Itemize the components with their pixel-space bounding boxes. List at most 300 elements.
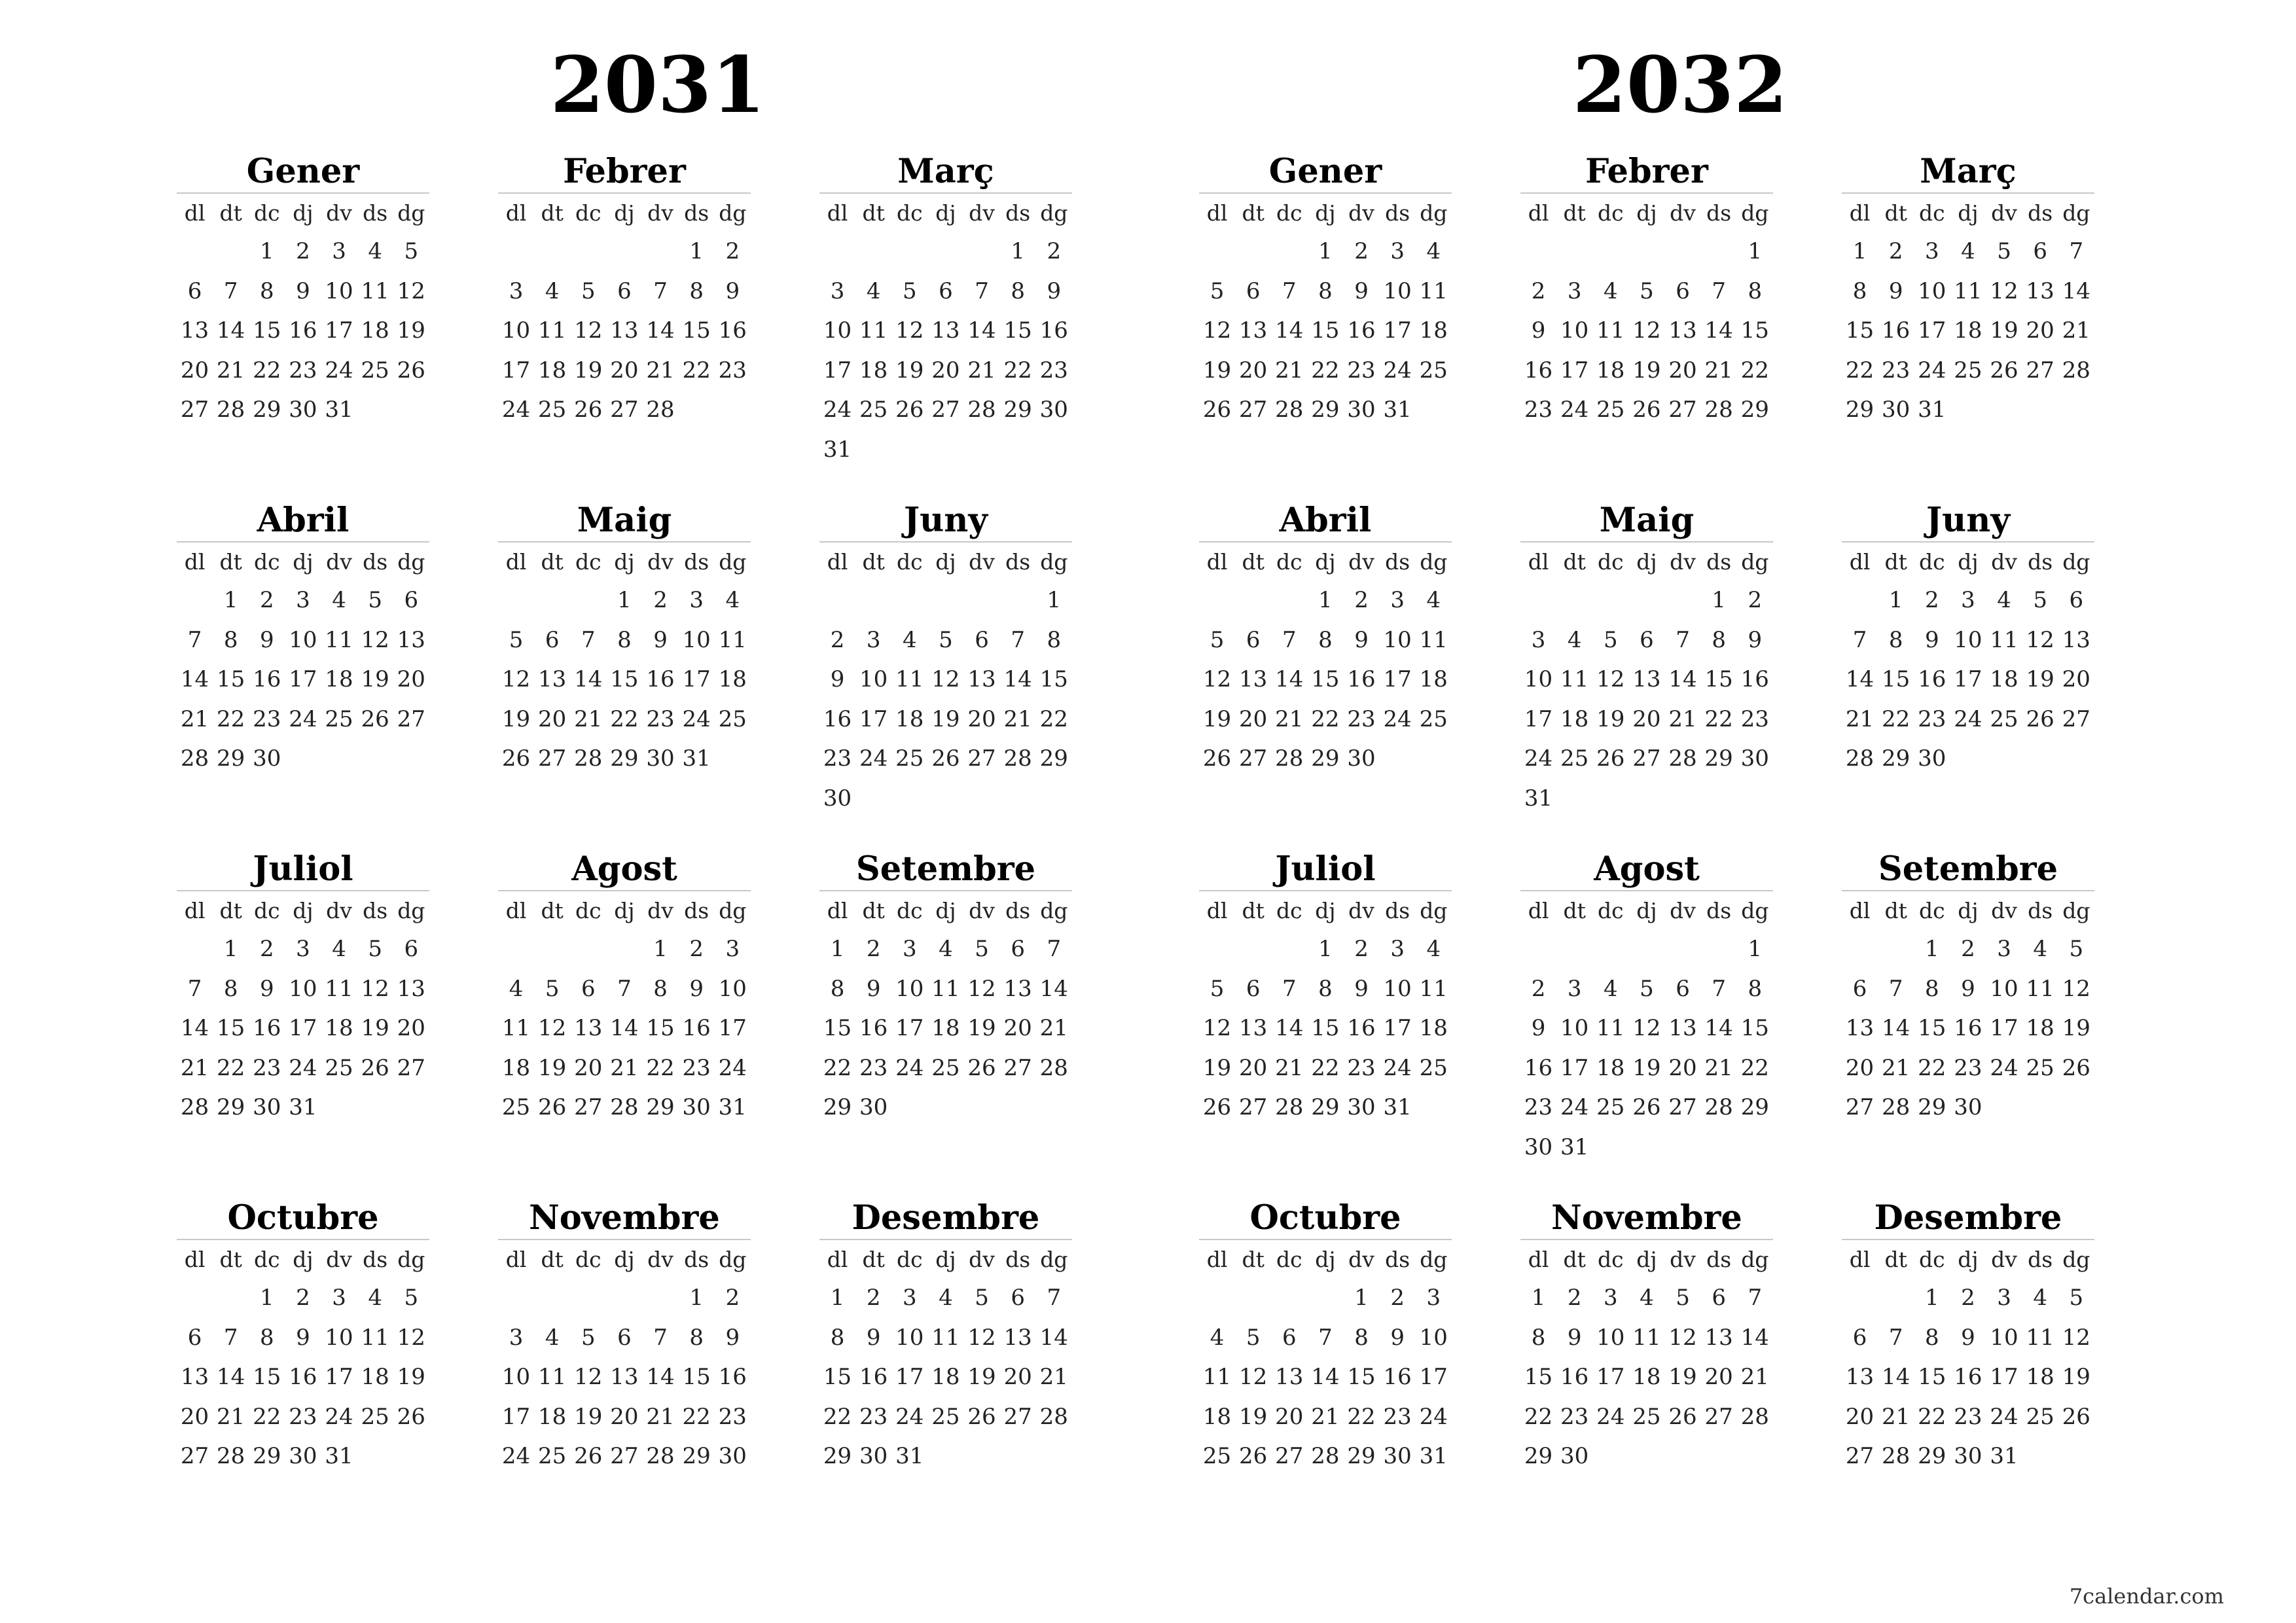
- weekday-label: ds: [2028, 897, 2053, 923]
- day-cell: 27: [610, 397, 639, 423]
- weekday-label: dt: [1563, 897, 1586, 923]
- week-row: [498, 1048, 751, 1088]
- day-cell: 6: [1712, 1285, 1726, 1311]
- weekday-label: dv: [326, 1246, 352, 1272]
- day-cell: 28: [574, 745, 603, 772]
- week-row: [1842, 929, 2094, 969]
- day-cell: 17: [1524, 705, 1553, 732]
- day-cell: 18: [859, 357, 888, 383]
- day-cell: 22: [682, 1403, 711, 1430]
- week-row: [1842, 700, 2094, 740]
- day-cell: 21: [1275, 1054, 1304, 1081]
- weekday-label: ds: [1706, 200, 1732, 226]
- day-cell: 14: [1704, 1015, 1733, 1042]
- weekday-label: dc: [254, 1246, 280, 1272]
- weekday-label: dj: [935, 897, 956, 923]
- day-cell: 16: [1740, 666, 1769, 693]
- day-cell: 3: [296, 936, 310, 963]
- week-row: [498, 580, 751, 620]
- day-cell: 28: [180, 745, 209, 772]
- week-row: [819, 311, 1072, 351]
- day-cell: 16: [289, 1364, 317, 1391]
- day-cell: 17: [1383, 1015, 1412, 1042]
- day-cell: 1: [1011, 238, 1025, 265]
- day-cell: 2: [866, 1285, 881, 1311]
- weekday-label: dv: [1348, 548, 1374, 575]
- day-cell: 29: [682, 1443, 711, 1470]
- weekday-label: dg: [1741, 897, 1769, 923]
- day-cell: 7: [1282, 277, 1297, 304]
- day-cell: 15: [682, 1364, 711, 1391]
- day-cell: 15: [1740, 1015, 1769, 1042]
- day-cell: 12: [2026, 626, 2054, 653]
- weekday-header: [177, 194, 429, 232]
- day-cell: 3: [1961, 587, 1975, 614]
- day-cell: 8: [689, 1324, 704, 1351]
- day-cell: 5: [1603, 626, 1618, 653]
- week-row: [498, 390, 751, 430]
- day-cell: 26: [1668, 1403, 1697, 1430]
- weekday-label: dl: [184, 897, 206, 923]
- day-cell: 29: [1311, 745, 1340, 772]
- day-cell: 15: [1311, 317, 1340, 344]
- day-cell: 14: [1845, 666, 1874, 693]
- day-cell: 2: [296, 1285, 310, 1311]
- month-name: Febrer: [1520, 152, 1773, 194]
- day-cell: 7: [1852, 626, 1867, 653]
- day-cell: 14: [610, 1015, 639, 1042]
- weekday-label: dg: [1420, 548, 1448, 575]
- day-cell: 19: [895, 357, 924, 383]
- weekday-label: dc: [1276, 200, 1302, 226]
- day-cell: 3: [1390, 936, 1405, 963]
- day-cell: 3: [1997, 936, 2011, 963]
- weekday-label: dt: [541, 1246, 564, 1272]
- day-cell: 20: [1668, 1054, 1697, 1081]
- day-cell: 1: [1047, 587, 1062, 614]
- day-cell: 26: [1632, 1094, 1661, 1121]
- day-cell: 17: [1990, 1015, 2018, 1042]
- day-cell: 5: [2033, 587, 2047, 614]
- weekday-label: dj: [935, 200, 956, 226]
- day-cell: 16: [253, 666, 281, 693]
- day-cell: 23: [1882, 357, 1910, 383]
- day-cell: 8: [1748, 975, 1763, 1002]
- day-cell: 11: [1632, 1324, 1661, 1351]
- day-cell: 27: [180, 397, 209, 423]
- week-row: [498, 272, 751, 312]
- day-cell: 5: [1210, 277, 1225, 304]
- day-cell: 9: [259, 975, 274, 1002]
- day-cell: 7: [2069, 238, 2084, 265]
- day-cell: 22: [253, 1403, 281, 1430]
- day-cell: 27: [1845, 1094, 1874, 1121]
- day-cell: 8: [689, 277, 704, 304]
- day-cell: 27: [1003, 1054, 1032, 1081]
- day-cell: 14: [217, 1364, 245, 1391]
- weekday-label: dj: [293, 1246, 314, 1272]
- day-cell: 18: [1202, 1403, 1232, 1430]
- day-cell: 22: [1882, 705, 1910, 732]
- weekday-label: dt: [862, 200, 885, 226]
- day-cell: 5: [1210, 626, 1225, 653]
- weekday-header: [819, 194, 1072, 232]
- day-cell: 26: [574, 397, 603, 423]
- weekday-label: dc: [1598, 897, 1624, 923]
- day-cell: 11: [361, 277, 389, 304]
- day-cell: 30: [1882, 397, 1910, 423]
- day-cell: 29: [253, 1443, 281, 1470]
- weekday-label: dg: [1040, 897, 1068, 923]
- week-row: [819, 929, 1072, 969]
- day-cell: 28: [1311, 1443, 1340, 1470]
- day-cell: 3: [332, 238, 346, 265]
- week-row: [1520, 1357, 1773, 1397]
- weekday-label: dc: [1919, 200, 1945, 226]
- day-cell: 5: [1210, 975, 1225, 1002]
- weekday-label: dl: [1528, 548, 1549, 575]
- day-cell: 12: [1632, 1015, 1661, 1042]
- day-cell: 14: [967, 317, 996, 344]
- day-cell: 18: [1954, 317, 1982, 344]
- day-cell: 14: [217, 317, 245, 344]
- day-cell: 5: [2069, 936, 2084, 963]
- day-cell: 14: [1003, 666, 1032, 693]
- day-cell: 4: [1426, 936, 1441, 963]
- day-cell: 26: [397, 1403, 425, 1430]
- month-calendar: [1520, 1198, 1773, 1476]
- day-cell: 16: [718, 317, 747, 344]
- day-cell: 14: [1275, 1015, 1304, 1042]
- day-cell: 9: [1354, 277, 1369, 304]
- day-cell: 22: [1704, 705, 1733, 732]
- day-cell: 16: [1954, 1364, 1982, 1391]
- week-row: [819, 1397, 1072, 1437]
- day-cell: 8: [1924, 975, 1939, 1002]
- week-row: [498, 1318, 751, 1358]
- day-cell: 14: [180, 666, 209, 693]
- day-cell: 4: [332, 587, 346, 614]
- week-row: [1842, 580, 2094, 620]
- day-cell: 13: [1239, 317, 1268, 344]
- day-cell: 20: [1632, 705, 1661, 732]
- day-cell: 25: [325, 705, 353, 732]
- day-cell: 3: [296, 587, 310, 614]
- day-cell: 14: [1275, 666, 1304, 693]
- day-cell: 28: [1882, 1094, 1910, 1121]
- weekday-label: dg: [1741, 200, 1769, 226]
- day-cell: 12: [1596, 666, 1625, 693]
- day-cell: 18: [718, 666, 747, 693]
- week-row: [1842, 390, 2094, 430]
- day-cell: 17: [895, 1015, 924, 1042]
- day-cell: 15: [1039, 666, 1068, 693]
- day-cell: 12: [2062, 1324, 2090, 1351]
- day-cell: 11: [325, 626, 353, 653]
- weekday-label: dj: [1636, 548, 1657, 575]
- weekday-label: dv: [969, 200, 995, 226]
- site-credit[interactable]: 7calendar.com: [2069, 1584, 2224, 1609]
- weekday-label: dv: [326, 897, 352, 923]
- day-cell: 25: [1419, 705, 1448, 732]
- weekday-header: [1520, 194, 1773, 232]
- week-row: [819, 580, 1072, 620]
- day-cell: 13: [2026, 277, 2054, 304]
- day-cell: 9: [1390, 1324, 1405, 1351]
- day-cell: 9: [1961, 1324, 1975, 1351]
- week-row: [819, 1436, 1072, 1476]
- day-cell: 29: [1524, 1443, 1553, 1470]
- week-row: [819, 1048, 1072, 1088]
- day-cell: 19: [2026, 666, 2054, 693]
- day-cell: 17: [1383, 666, 1412, 693]
- day-cell: 17: [1560, 357, 1589, 383]
- week-row: [1842, 620, 2094, 660]
- day-cell: 12: [967, 1324, 996, 1351]
- day-cell: 22: [823, 1403, 852, 1430]
- day-cell: 7: [1712, 277, 1726, 304]
- day-cell: 3: [332, 1285, 346, 1311]
- day-cell: 1: [1318, 936, 1333, 963]
- weekday-label: ds: [2028, 1246, 2053, 1272]
- day-cell: 30: [718, 1443, 747, 1470]
- day-cell: 4: [939, 936, 953, 963]
- weekday-label: dj: [1315, 897, 1336, 923]
- weekday-label: dl: [184, 200, 206, 226]
- day-cell: 23: [823, 745, 852, 772]
- day-cell: 5: [368, 587, 382, 614]
- day-cell: 3: [1603, 1285, 1618, 1311]
- week-row: [1199, 969, 1452, 1009]
- day-cell: 3: [689, 587, 704, 614]
- day-cell: 22: [1003, 357, 1032, 383]
- day-cell: 19: [501, 705, 531, 732]
- day-cell: 17: [289, 1015, 317, 1042]
- week-row: [1199, 311, 1452, 351]
- day-cell: 21: [646, 357, 675, 383]
- month-name: Agost: [1520, 849, 1773, 891]
- day-cell: 18: [361, 317, 389, 344]
- week-row: [1520, 580, 1773, 620]
- day-cell: 15: [823, 1364, 852, 1391]
- day-cell: 24: [325, 357, 353, 383]
- weekday-label: dj: [1958, 548, 1979, 575]
- week-row: [1199, 351, 1452, 391]
- day-cell: 12: [397, 1324, 425, 1351]
- month-calendar: [1199, 152, 1452, 430]
- weekday-label: dg: [719, 200, 747, 226]
- day-cell: 26: [1596, 745, 1625, 772]
- day-cell: 3: [725, 936, 740, 963]
- day-cell: 1: [1318, 238, 1333, 265]
- weekday-header: [1842, 891, 2094, 929]
- weekday-label: dc: [575, 1246, 601, 1272]
- day-cell: 20: [1845, 1054, 1874, 1081]
- weekday-label: ds: [1385, 897, 1410, 923]
- day-cell: 12: [1990, 277, 2018, 304]
- day-cell: 30: [253, 1094, 281, 1121]
- week-row: [1520, 311, 1773, 351]
- weekday-label: dc: [1598, 548, 1624, 575]
- day-cell: 23: [1524, 1094, 1553, 1121]
- weekday-label: dv: [647, 1246, 673, 1272]
- day-cell: 18: [325, 666, 353, 693]
- day-cell: 11: [361, 1324, 389, 1351]
- day-cell: 25: [361, 357, 389, 383]
- weekday-label: dj: [614, 897, 635, 923]
- day-cell: 31: [682, 745, 711, 772]
- day-cell: 10: [823, 317, 852, 344]
- day-cell: 30: [1039, 397, 1068, 423]
- day-cell: 11: [538, 317, 567, 344]
- day-cell: 4: [2033, 1285, 2047, 1311]
- month-calendar: [819, 849, 1072, 1128]
- week-row: [1199, 272, 1452, 312]
- day-cell: 1: [1748, 238, 1763, 265]
- day-cell: 20: [1704, 1364, 1733, 1391]
- week-row: [1199, 1318, 1452, 1358]
- day-cell: 15: [1311, 666, 1340, 693]
- day-cell: 4: [545, 277, 560, 304]
- day-cell: 4: [1210, 1324, 1225, 1351]
- weekday-label: dc: [1919, 548, 1945, 575]
- day-cell: 9: [830, 666, 845, 693]
- day-cell: 29: [646, 1094, 675, 1121]
- week-row: [498, 929, 751, 969]
- day-cell: 16: [1347, 1015, 1376, 1042]
- week-row: [1520, 929, 1773, 969]
- day-cell: 17: [718, 1015, 747, 1042]
- day-cell: 7: [653, 277, 668, 304]
- weekday-label: dc: [897, 1246, 923, 1272]
- month-calendar: [498, 152, 751, 430]
- day-cell: 27: [1239, 745, 1268, 772]
- day-cell: 12: [397, 277, 425, 304]
- weekday-label: dl: [1528, 897, 1549, 923]
- day-cell: 25: [1632, 1403, 1661, 1430]
- day-cell: 8: [1318, 626, 1333, 653]
- weekday-label: dj: [935, 548, 956, 575]
- day-cell: 26: [967, 1403, 996, 1430]
- day-cell: 25: [1954, 357, 1982, 383]
- day-cell: 31: [1560, 1133, 1589, 1160]
- week-row: [498, 232, 751, 272]
- day-cell: 21: [1740, 1364, 1769, 1391]
- day-cell: 25: [1596, 1094, 1625, 1121]
- weekday-label: dl: [1849, 897, 1871, 923]
- day-cell: 30: [859, 1094, 888, 1121]
- day-cell: 4: [1567, 626, 1582, 653]
- day-cell: 20: [538, 705, 567, 732]
- day-cell: 30: [289, 1443, 317, 1470]
- weekday-label: dt: [1242, 1246, 1265, 1272]
- weekday-label: dv: [969, 897, 995, 923]
- day-cell: 25: [2026, 1054, 2054, 1081]
- week-row: [1842, 1048, 2094, 1088]
- weekday-label: dv: [1670, 897, 1696, 923]
- day-cell: 18: [501, 1054, 531, 1081]
- week-row: [819, 1278, 1072, 1318]
- day-cell: 10: [1524, 666, 1553, 693]
- day-cell: 18: [895, 705, 924, 732]
- weekday-label: dl: [505, 548, 527, 575]
- weekday-label: ds: [1385, 200, 1410, 226]
- day-cell: 8: [223, 975, 238, 1002]
- day-cell: 8: [259, 277, 274, 304]
- day-cell: 30: [1347, 745, 1376, 772]
- weekday-label: dg: [2062, 1246, 2090, 1272]
- weekday-label: dl: [827, 548, 848, 575]
- day-cell: 26: [2062, 1403, 2090, 1430]
- day-cell: 23: [1347, 357, 1376, 383]
- weekday-label: ds: [684, 548, 709, 575]
- day-cell: 12: [1239, 1364, 1268, 1391]
- day-cell: 26: [1990, 357, 2018, 383]
- day-cell: 20: [1845, 1403, 1874, 1430]
- week-row: [1842, 739, 2094, 779]
- day-cell: 25: [325, 1054, 353, 1081]
- day-cell: 19: [1990, 317, 2018, 344]
- weekday-label: dl: [505, 897, 527, 923]
- day-cell: 23: [253, 1054, 281, 1081]
- day-cell: 8: [1047, 626, 1062, 653]
- day-cell: 2: [725, 1285, 740, 1311]
- day-cell: 7: [187, 975, 202, 1002]
- day-cell: 20: [1239, 1054, 1268, 1081]
- month-calendar: [1520, 152, 1773, 430]
- day-cell: 21: [1039, 1015, 1068, 1042]
- day-cell: 12: [967, 975, 996, 1002]
- week-row: [819, 430, 1072, 470]
- day-cell: 19: [361, 1015, 389, 1042]
- day-cell: 8: [1924, 1324, 1939, 1351]
- day-cell: 13: [2062, 626, 2090, 653]
- weekday-label: dv: [326, 200, 352, 226]
- week-row: [819, 351, 1072, 391]
- day-cell: 6: [187, 277, 202, 304]
- week-row: [1520, 390, 1773, 430]
- week-row: [177, 1048, 429, 1088]
- day-cell: 14: [646, 1364, 675, 1391]
- day-cell: 31: [1990, 1443, 2018, 1470]
- weekday-header: [498, 543, 751, 580]
- weekday-label: dt: [541, 897, 564, 923]
- day-cell: 19: [1202, 1054, 1232, 1081]
- weekday-label: dg: [1040, 1246, 1068, 1272]
- week-row: [1199, 1357, 1452, 1397]
- day-cell: 11: [931, 1324, 960, 1351]
- week-row: [819, 620, 1072, 660]
- day-cell: 23: [859, 1054, 888, 1081]
- weekday-label: dg: [1741, 1246, 1769, 1272]
- day-cell: 8: [1852, 277, 1867, 304]
- week-row: [1199, 580, 1452, 620]
- weekday-label: dt: [862, 1246, 885, 1272]
- day-cell: 14: [180, 1015, 209, 1042]
- day-cell: 2: [1390, 1285, 1405, 1311]
- month-calendar: [177, 152, 429, 430]
- day-cell: 1: [830, 936, 845, 963]
- day-cell: 6: [617, 1324, 632, 1351]
- day-cell: 24: [1954, 705, 1982, 732]
- week-row: [1199, 660, 1452, 700]
- month-name: Març: [819, 152, 1072, 194]
- week-row: [498, 1278, 751, 1318]
- day-cell: 29: [1704, 745, 1733, 772]
- day-cell: 18: [1596, 1054, 1625, 1081]
- day-cell: 28: [2062, 357, 2090, 383]
- day-cell: 10: [501, 317, 531, 344]
